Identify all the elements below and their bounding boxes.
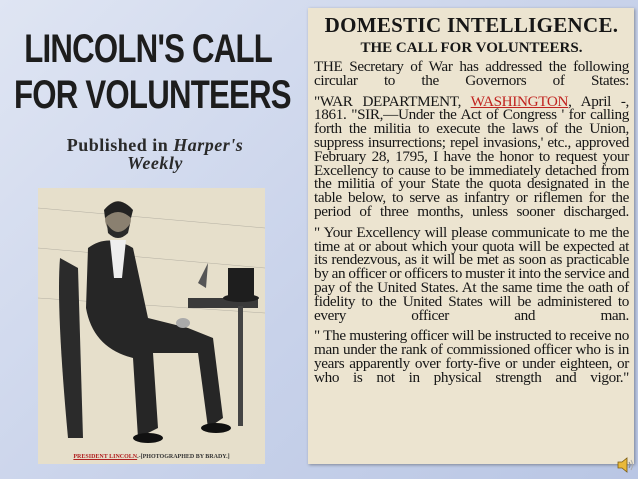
lincoln-engraving — [38, 188, 265, 464]
title-line-1: LINCOLN'S CALL — [24, 27, 273, 71]
engraving-illustration — [38, 188, 265, 464]
newspaper-article — [308, 8, 634, 464]
slide-subtitle — [20, 136, 290, 172]
p2-start: "WAR DEPARTMENT, — [314, 92, 471, 110]
caption-name: PRESIDENT LINCOLN — [73, 454, 138, 460]
washington-link[interactable]: WASHINGTON — [470, 92, 569, 110]
speaker-icon[interactable] — [616, 456, 634, 474]
slide-title — [14, 26, 291, 118]
publication-name-2: Weekly — [127, 153, 183, 173]
p2-rest: , April -, 1861. "SIR,—Under the Act of Congress ' for calling forth the militia to execute the laws of the Union, suppress insurrections; repel invasions,' etc., approved February 28, 1795, I have the honor to request your Excellency to cause to be immediately detached from the militia of your State the quota designated in the table below, to serve as infantry or riflemen for the period of three months, unless sooner discharged. — [314, 92, 629, 220]
article-subheading: THE CALL FOR VOLUNTEERS. — [360, 40, 583, 56]
article-heading: DOMESTIC INTELLIGENCE. — [324, 13, 619, 37]
article-paragraph-2 — [314, 92, 629, 220]
caption-credit: .-[PHOTOGRAPHED BY BRADY.] — [137, 454, 230, 460]
photo-caption — [38, 454, 265, 460]
title-line-2: FOR VOLUNTEERS — [14, 73, 291, 117]
article-paragraph-1: THE Secretary of War has addressed the following circular to the Governors of States: — [314, 58, 629, 89]
subtitle-prefix: Published in — [66, 135, 174, 155]
publication-name: Harper's — [173, 135, 244, 155]
article-paragraph-3: " Your Excellency will please communicate to me the time at or about which your quota will be expected at its rendezvous, as it will be met as soon as practicable by an officer or officers to muster it into the service and pay of the United States. At the same time the oath of fidelity to the United States will be administered to every officer and man. — [314, 223, 629, 324]
article-paragraph-4: " The mustering officer will be instructed to receive no man under the rank of commissioned officer who is in years apparently over forty-five or under eighteen, or who is not in physical strength and vigor." — [314, 327, 629, 386]
